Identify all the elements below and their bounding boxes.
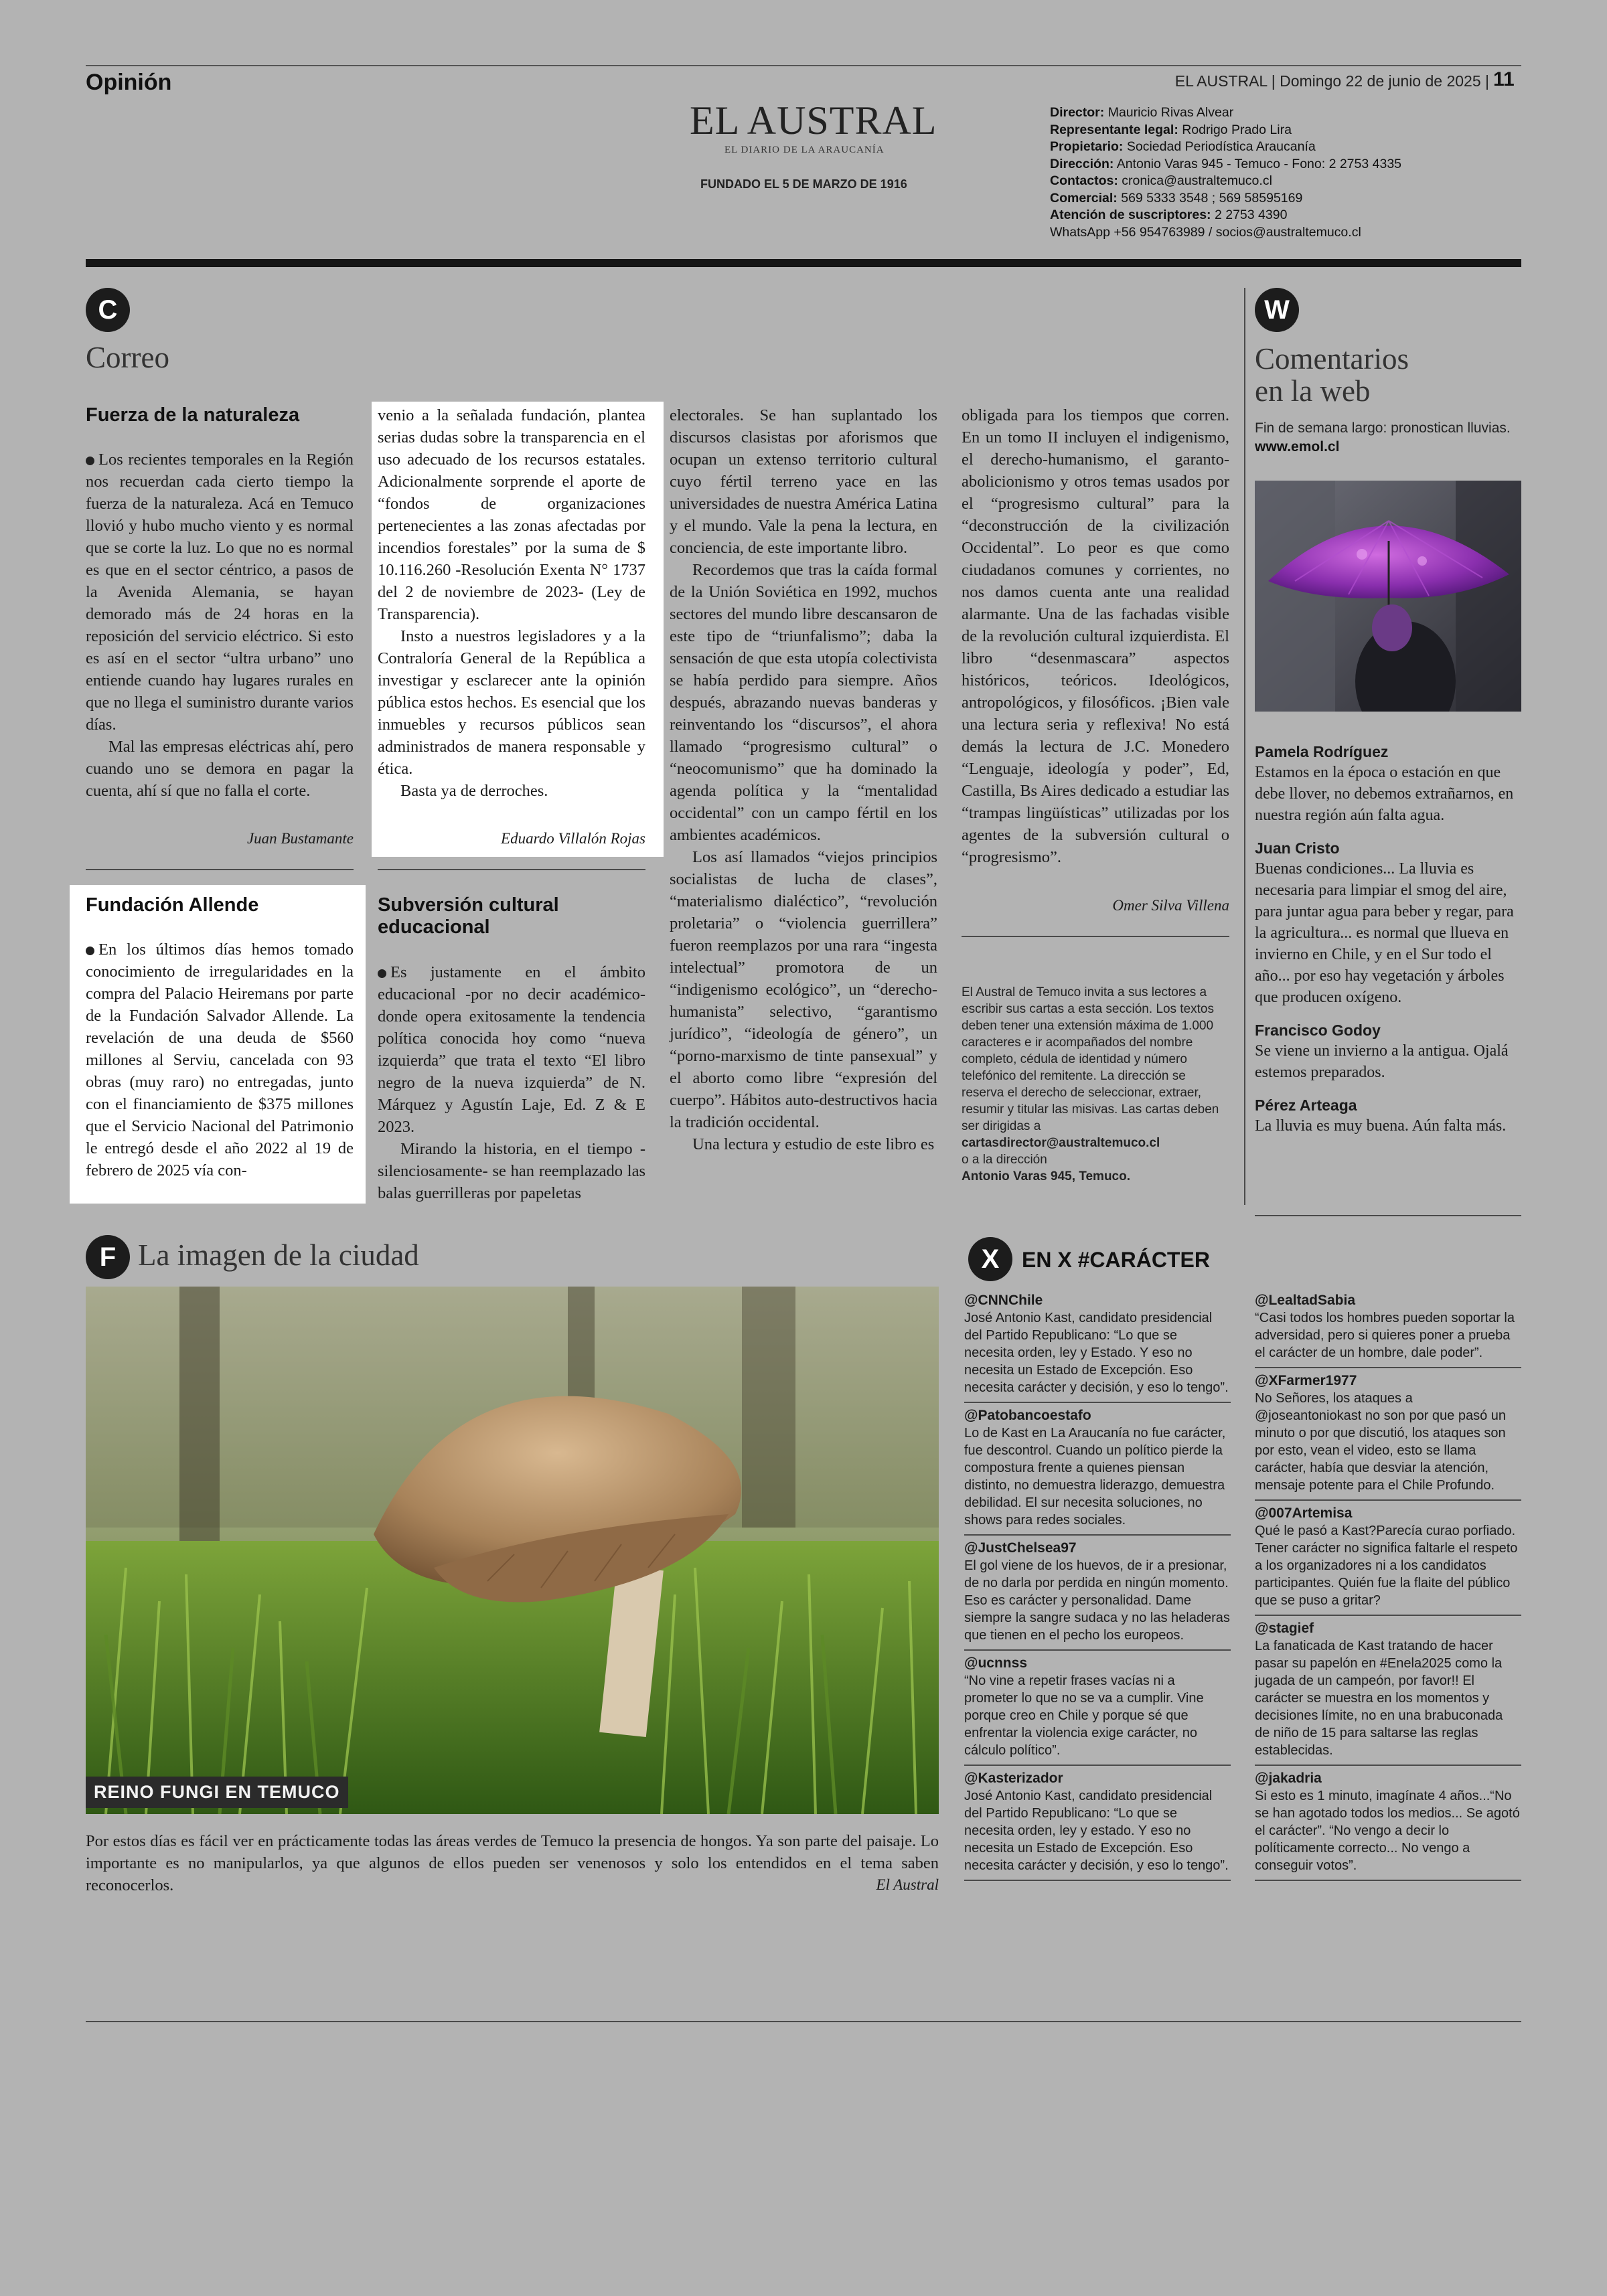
x-post bbox=[964, 1403, 1231, 1536]
bullet-icon bbox=[86, 457, 94, 465]
umbrella-photo bbox=[1255, 481, 1521, 712]
notice-address-intro: o a la dirección bbox=[962, 1153, 1047, 1167]
bullet-icon bbox=[86, 947, 94, 955]
imagen-title: La imagen de la ciudad bbox=[138, 1238, 419, 1272]
letter-paragraph: Es justamente en el ámbito educacional -por no decir académico- donde opera exitosamente la tendencia política conocida hoy como “nueva izquierda” que trata el texto “El libro negro de la nueva izquierda” de N. Márquez y Agustín Laje, Ed. Z & E 2023. bbox=[378, 963, 645, 1136]
letter-body bbox=[86, 938, 354, 1181]
letter-headline: Fuerza de la naturaleza bbox=[86, 404, 300, 426]
letter-paragraph: Recordemos que tras la caída formal de la Unión Soviética en 1992, muchos sectores del mundo libre descansaron de este tipo de “triunfalismo”; daba la sensación de que esta utopía colectivista se había perdido para siempre. Años después, abrazando nuevas banderas y reinventando los “discursos”, el ahora llamado “progresismo cultural” o “neocomunismo” que ha dominado la agenda política y la “mentalidad occidental” con un campo fértil en los ambientes académicos. bbox=[670, 561, 937, 844]
letter-headline: Fundación Allende bbox=[86, 894, 259, 916]
staff-value: WhatsApp +56 954763989 / socios@australtemuco.cl bbox=[1050, 224, 1361, 240]
staff-value: 569 5333 3548 ; 569 58595169 bbox=[1121, 190, 1303, 206]
comentarios-title-1: Comentarios bbox=[1255, 342, 1409, 376]
comment-topic: Fin de semana largo: pronostican lluvias. bbox=[1255, 420, 1511, 436]
photo-credit: El Austral bbox=[876, 1876, 939, 1893]
staff-label: Director: bbox=[1050, 105, 1105, 120]
x-post-text: “No vine a repetir frases vacías ni a prometer lo que no se va a cumplir. Vine porque creo en Chile y porque sé que enfrentar la violencia exige carácter, no cálculo político”. bbox=[964, 1673, 1204, 1758]
mushroom-image bbox=[86, 1287, 939, 1814]
header-thick-rule bbox=[86, 259, 1521, 267]
x-post bbox=[1255, 1501, 1521, 1616]
staff-row bbox=[1050, 207, 1401, 224]
staff-value: 2 2753 4390 bbox=[1214, 208, 1288, 222]
x-column-1 bbox=[964, 1288, 1231, 1881]
letter-paragraph: Los así llamados “viejos principios socialistas de lucha de clases”, “materialismo dialéctico”, “revolución proletaria” o “violencia guerrillera” fueron reemplazos por una rara “ingesta intelectual” promotora de un “indigenismo ecológico”, un “derecho-humanista” selectivo, “garantismo jurídico”, “ideología de género”, un “porno-marxismo de tinte pansexual” y el aborto como libre “expresión del cuerpo”. Hábitos auto-destructivos hacia la tradición occidental. bbox=[670, 848, 937, 1131]
x-post-text: El gol viene de los huevos, de ir a presionar, de no darla por perdida en ningún momento. Eso es carácter y personalidad. Dame siempre la sangre sudaca y no las heladeras que tienen en el pecho los europeos. bbox=[964, 1558, 1230, 1643]
staff-value: Rodrigo Prado Lira bbox=[1182, 122, 1292, 137]
comment-text: Se viene un invierno a la antigua. Ojalá estemos preparados. bbox=[1255, 1042, 1509, 1081]
comment-author: Pamela Rodríguez bbox=[1255, 743, 1389, 760]
x-post-text: Qué le pasó a Kast?Parecía curao porfiado. Tener carácter no significa faltarle el respeto a los organizadores ni a los candidatos participantes. Quién fue la flaite del público que se puso a gritar? bbox=[1255, 1524, 1518, 1608]
mushroom-photo bbox=[86, 1287, 939, 1814]
staff-label: Representante legal: bbox=[1050, 122, 1178, 137]
letter-paragraph: electorales. Se han suplantado los discursos clasistas por aforismos que ocupan un extenso territorio cultural cuyo fértil terreno yace en las universidades de nuestra América Latina y el mundo. Vale la pena la lectura, en conciencia, de este importante libro. bbox=[670, 406, 937, 557]
letter-paragraph: Una lectura y estudio de este libro es bbox=[692, 1135, 935, 1153]
divider bbox=[378, 869, 645, 870]
staff-row bbox=[1050, 104, 1401, 122]
comentarios-title-2: en la web bbox=[1255, 374, 1371, 408]
comment-text: Buenas condiciones... La lluvia es necesaria para limpiar el smog del aire, para juntar agua para beber y regar, para la agricultura... es normal que llueva en invierno en Chile, y en el Sur todo el año... por eso hay vegetación y árboles que producen oxígeno. bbox=[1255, 860, 1514, 1006]
comment-author: Francisco Godoy bbox=[1255, 1021, 1381, 1039]
masthead-sub: EL DIARIO DE LA ARAUCANÍA bbox=[724, 145, 885, 155]
x-handle[interactable]: @stagief bbox=[1255, 1621, 1314, 1636]
letter-body bbox=[86, 448, 354, 802]
correo-icon: C bbox=[86, 288, 130, 332]
letter-body bbox=[962, 404, 1229, 868]
comment-text: La lluvia es muy buena. Aún falta más. bbox=[1255, 1117, 1507, 1135]
x-post-text: No Señores, los ataques a @joseantoniokast no son por que pasó un minuto o por que discutió, los ataques son por esto, vean el video, esto se llama carácter, había que desviar la atención, mensaje potente para el Chile Profundo. bbox=[1255, 1391, 1507, 1493]
x-post-text: José Antonio Kast, candidato presidencial del Partido Republicano: “Lo que se necesita orden, ley y estado. Y eso no necesita un Estado de Excepción. Eso necesita carácter y decisión, y eso lo tengo”. bbox=[964, 1789, 1229, 1873]
x-post bbox=[964, 1766, 1231, 1881]
staff-box bbox=[1050, 104, 1401, 241]
staff-label: Propietario: bbox=[1050, 139, 1124, 154]
staff-value: Mauricio Rivas Alvear bbox=[1107, 105, 1234, 120]
photo-label: REINO FUNGI EN TEMUCO bbox=[86, 1777, 348, 1808]
letter-paragraph: Mirando la historia, en el tiempo -silenciosamente- se han reemplazado las balas guerrilleras por papeletas bbox=[378, 1140, 645, 1202]
x-post bbox=[1255, 1288, 1521, 1368]
web-icon: W bbox=[1255, 288, 1299, 332]
comment-site[interactable]: www.emol.cl bbox=[1255, 439, 1340, 455]
paper-date: EL AUSTRAL | Domingo 22 de junio de 2025 | bbox=[1174, 72, 1489, 90]
correo-title: Correo bbox=[86, 341, 169, 374]
letter-paragraph: Mal las empresas eléctricas ahí, pero cuando uno se demora en pagar la cuenta, ahí sí que no falla el corte. bbox=[86, 738, 354, 800]
letters-notice bbox=[962, 984, 1229, 1185]
bottom-rule bbox=[86, 2021, 1521, 2022]
staff-value: Sociedad Periodística Araucanía bbox=[1126, 139, 1316, 154]
comment-author: Juan Cristo bbox=[1255, 839, 1340, 857]
x-post-text: Si esto es 1 minuto, imagínate 4 años...“No se han agotado todos los medios... Se agotó el carácter”. “No vengo a decir lo políticamente correcto... No vengo a conseguir votos”. bbox=[1255, 1789, 1520, 1873]
x-post bbox=[1255, 1368, 1521, 1501]
letter-body bbox=[670, 404, 937, 1155]
notice-address: Antonio Varas 945, Temuco. bbox=[962, 1169, 1131, 1183]
staff-value: cronica@australtemuco.cl bbox=[1122, 173, 1272, 188]
x-post-text: La fanaticada de Kast tratando de hacer pasar su papelón en #Enela2025 como la jugada de un campeón, por favor!! El carácter se muestra en los momentos y decisiones límite, no en una brabuconada de niño de 15 para saltarse las reglas establecidas. bbox=[1255, 1639, 1503, 1758]
divider bbox=[1255, 1215, 1521, 1216]
divider bbox=[962, 936, 1229, 937]
letter-signature: Juan Bustamante bbox=[246, 830, 354, 847]
x-handle[interactable]: @LealtadSabia bbox=[1255, 1293, 1356, 1308]
comment-text: Estamos en la época o estación en que debe llover, no debemos extrañarnos, en nuestra región aún falta agua. bbox=[1255, 764, 1514, 824]
top-rule bbox=[86, 65, 1521, 66]
letter-paragraph: obligada para los tiempos que corren. En un tomo II incluyen el indigenismo, el derecho-humanismo, el garanto-abolicionismo y otros temas usados por el “progresismo cultural” para la “deconstrucción de la civilización Occidental”. Lo peor es que como ciudadanos comunes y corrientes, no nos damos cuenta ante una realidad alarmante. Una de las fachadas visible de la revolución cultural izquierdista. El libro “desenmascara” aspectos históricos, teóricos. Ideológicos, antropológicos, y filosóficos. ¡Bien vale una lectura seria y reflexiva! No está demás la lectura de J.C. Monedero “Lenguaje, ideología y poder”, Ed, Castilla, Bs Aires dedicado a estudiar las “trampas lingüísticas” utilizadas por los agentes de la subversión cultural o “progresismo”. bbox=[962, 406, 1229, 866]
letter-paragraph: venio a la señalada fundación, plantea serias dudas sobre la transparencia en el uso adecuado de los recursos estatales. Adicionalmente sorprende el aporte de “fondos de organizaciones pertenecientes a las zonas afectadas por incendios forestales” por la suma de $ 10.116.260 -Resolución Exenta N° 1737 del 2 de noviembre de 2023- (Ley de Transparencia). bbox=[378, 406, 645, 623]
letter-paragraph: En los últimos días hemos tomado conocimiento de irregularidades en la compra del Palacio Heiremans por parte de la Fundación Salvador Allende. La revelación de una deuda de $560 millones al Serviu, cancelada con 93 obras (muy raro) no entregadas, junto con el financiamiento de $375 millones que el Servicio Nacional del Patrimonio le entregó desde el año 2022 al 19 de febrero de 2025 vía con- bbox=[86, 940, 354, 1179]
letter-body bbox=[378, 961, 645, 1204]
x-handle[interactable]: @CNNChile bbox=[964, 1293, 1043, 1308]
staff-label: Atención de suscriptores: bbox=[1050, 208, 1211, 222]
staff-row bbox=[1050, 122, 1401, 139]
x-handle[interactable]: @XFarmer1977 bbox=[1255, 1373, 1357, 1388]
letter-headline: Subversión cultural educacional bbox=[378, 894, 559, 938]
x-post-text: “Casi todos los hombres pueden soportar la adversidad, pero si quieres poner a prueba el carácter de un hombre, dale poder”. bbox=[1255, 1311, 1515, 1360]
staff-row bbox=[1050, 190, 1401, 208]
x-handle[interactable]: @Kasterizador bbox=[964, 1771, 1063, 1786]
x-post-text: Lo de Kast en La Araucanía no fue carácter, fue descontrol. Cuando un político pierde la compostura frente a quienes piensan distinto, no demuestra liderazgo, demuestra debilidad. El sur necesita soluciones, no shows para redes sociales. bbox=[964, 1426, 1226, 1528]
staff-label: Contactos: bbox=[1050, 173, 1118, 188]
x-post bbox=[1255, 1616, 1521, 1766]
letter-signature: Omer Silva Villena bbox=[1112, 897, 1229, 914]
x-column-2 bbox=[1255, 1288, 1521, 1881]
staff-label: Dirección: bbox=[1050, 156, 1114, 171]
letter-signature: Eduardo Villalón Rojas bbox=[501, 830, 645, 847]
staff-row bbox=[1050, 156, 1401, 173]
page-number: 11 bbox=[1493, 68, 1515, 90]
masthead: EL AUSTRAL bbox=[690, 98, 937, 143]
letter-paragraph: Insto a nuestros legisladores y a la Contraloría General de la República a investigar y esclarecer ante la opinión pública estos hechos. Es esencial que los inmuebles y recursos públicos sean administrados de manera responsable y ética. bbox=[378, 627, 645, 778]
staff-label: Comercial: bbox=[1050, 190, 1118, 206]
notice-email[interactable]: cartasdirector@australtemuco.cl bbox=[962, 1136, 1160, 1150]
column-rule bbox=[1244, 288, 1245, 1205]
divider bbox=[86, 869, 354, 870]
x-handle[interactable]: @JustChelsea97 bbox=[964, 1540, 1077, 1556]
letter-paragraph: Basta ya de derroches. bbox=[400, 782, 548, 800]
x-title: EN X #CARÁCTER bbox=[1022, 1248, 1210, 1272]
x-post bbox=[964, 1536, 1231, 1651]
comments-list bbox=[1255, 730, 1521, 1137]
x-post bbox=[1255, 1766, 1521, 1881]
section-label: Opinión bbox=[86, 70, 172, 95]
x-handle[interactable]: @jakadria bbox=[1255, 1771, 1322, 1786]
staff-value: Antonio Varas 945 - Temuco - Fono: 2 2753 4335 bbox=[1116, 156, 1402, 171]
letter-paragraph: Los recientes temporales en la Región nos recuerdan cada cierto tiempo la fuerza de la naturaleza. Acá en Temuco llovió y hubo mucho viento y es normal que se corte la luz. Lo que no es normal es que en el sector céntrico, a pasos de la Avenida Alemania, se hayan demorado más de 24 horas en la reposición del servicio eléctrico. Si esto es así en el sector “ultra urbano” uno entiende cuando hay lugares rurales en que no llega el suministro durante varios días. bbox=[86, 450, 354, 734]
staff-row bbox=[1050, 173, 1401, 190]
umbrella-image bbox=[1255, 481, 1521, 712]
x-icon: X bbox=[968, 1237, 1012, 1281]
x-handle[interactable]: @ucnnss bbox=[964, 1655, 1027, 1671]
x-handle[interactable]: @Patobancoestafo bbox=[964, 1408, 1091, 1423]
bullet-icon bbox=[378, 969, 386, 978]
x-handle[interactable]: @007Artemisa bbox=[1255, 1505, 1353, 1521]
comment-author: Pérez Arteaga bbox=[1255, 1096, 1357, 1114]
letter-body bbox=[378, 404, 645, 802]
caption-text: Por estos días es fácil ver en prácticamente todas las áreas verdes de Temuco la presencia de hongos. Ya son parte del paisaje. Lo importante es no manipularlos, ya que algunos de ellos pueden ser venenosos y solo los entendidos en el tema saben reconocerlos. bbox=[86, 1832, 939, 1894]
founded-date: FUNDADO EL 5 DE MARZO DE 1916 bbox=[700, 177, 907, 191]
x-post bbox=[964, 1288, 1231, 1403]
imagen-icon: F bbox=[86, 1235, 130, 1279]
notice-text: El Austral de Temuco invita a sus lectores a escribir sus cartas a esta sección. Los textos deben tener una extensión máxima de 1.000 caracteres e ir acompañados del nombre completo, cédula de identidad y número telefónico del remitente. La dirección se reserva el derecho de seleccionar, extraer, resumir y titular las misivas. Las cartas deben ser dirigidas a bbox=[962, 985, 1219, 1133]
staff-row bbox=[1050, 224, 1401, 242]
x-post bbox=[964, 1651, 1231, 1766]
x-post-text: José Antonio Kast, candidato presidencial del Partido Republicano: “Lo que se necesita orden, ley y Estado. Y eso no necesita un Estado de Excepción. Eso necesita carácter y decisión, y eso lo tengo”. bbox=[964, 1311, 1229, 1395]
staff-row bbox=[1050, 139, 1401, 156]
